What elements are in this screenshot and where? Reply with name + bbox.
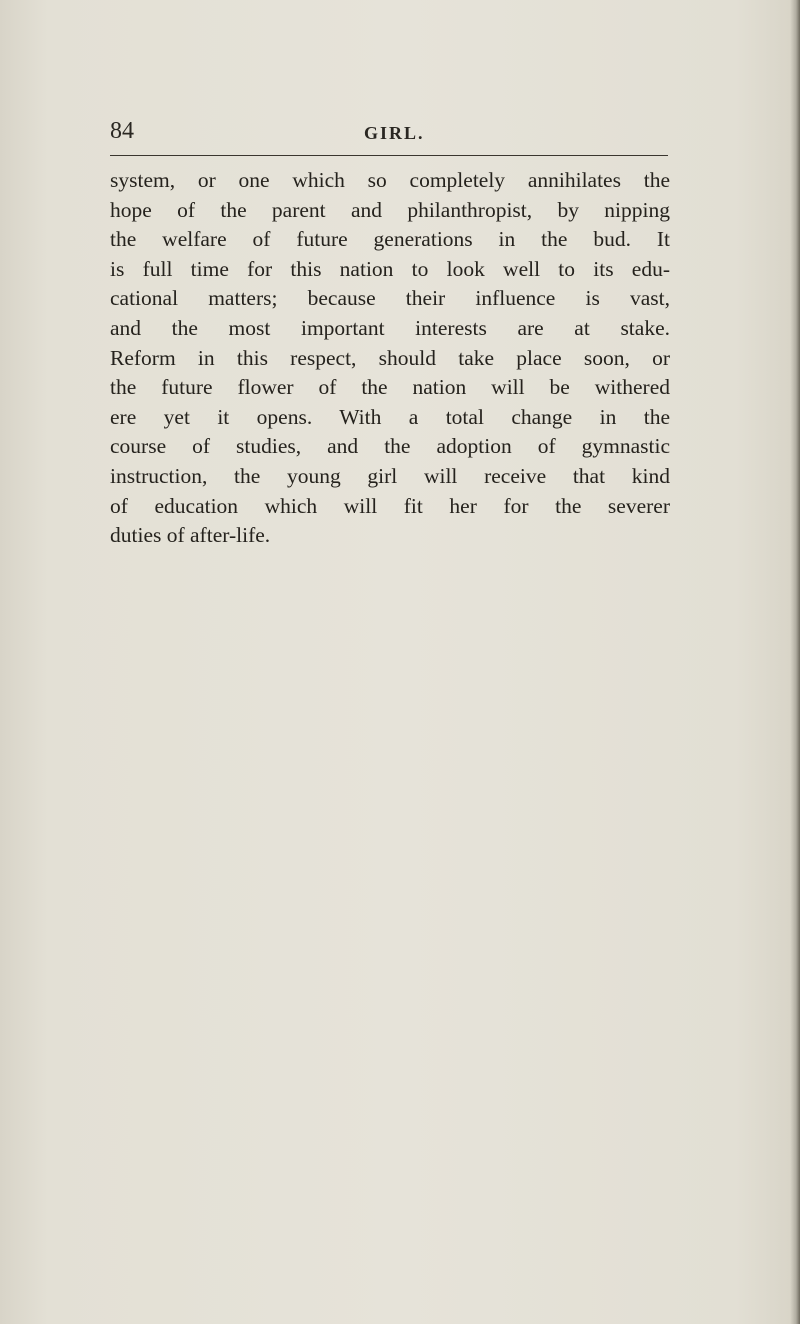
text-line: Reform in this respect, should take place soon, or	[110, 345, 670, 370]
text-line: of education which will fit her for the severer	[110, 493, 670, 518]
text-line: duties of after-life.	[110, 523, 271, 548]
page-edge-shadow	[790, 0, 800, 1324]
text-line: and the most important interests are at stake.	[110, 315, 670, 340]
text-line: the future flower of the nation will be withered	[110, 375, 670, 400]
text-line: cational matters; because their influence is vast,	[110, 286, 670, 311]
running-title: GIRL.	[364, 123, 425, 143]
text-line: system, or one which so completely annihilates the	[110, 168, 670, 192]
text-line: the welfare of future generations in the bud. It	[110, 227, 670, 252]
text-line: ere yet it opens. With a total change in the	[110, 404, 670, 429]
page-number: 84	[110, 118, 134, 144]
running-head	[110, 116, 670, 146]
text-line: is full time for this nation to look well to its edu-	[110, 256, 670, 281]
body-paragraph	[110, 166, 670, 551]
text-line: instruction, the young girl will receive that kind	[110, 463, 670, 488]
text-line: hope of the parent and philanthropist, by nipping	[110, 197, 670, 222]
text-line: course of studies, and the adoption of gymnastic	[110, 434, 670, 459]
header-rule	[110, 155, 668, 156]
